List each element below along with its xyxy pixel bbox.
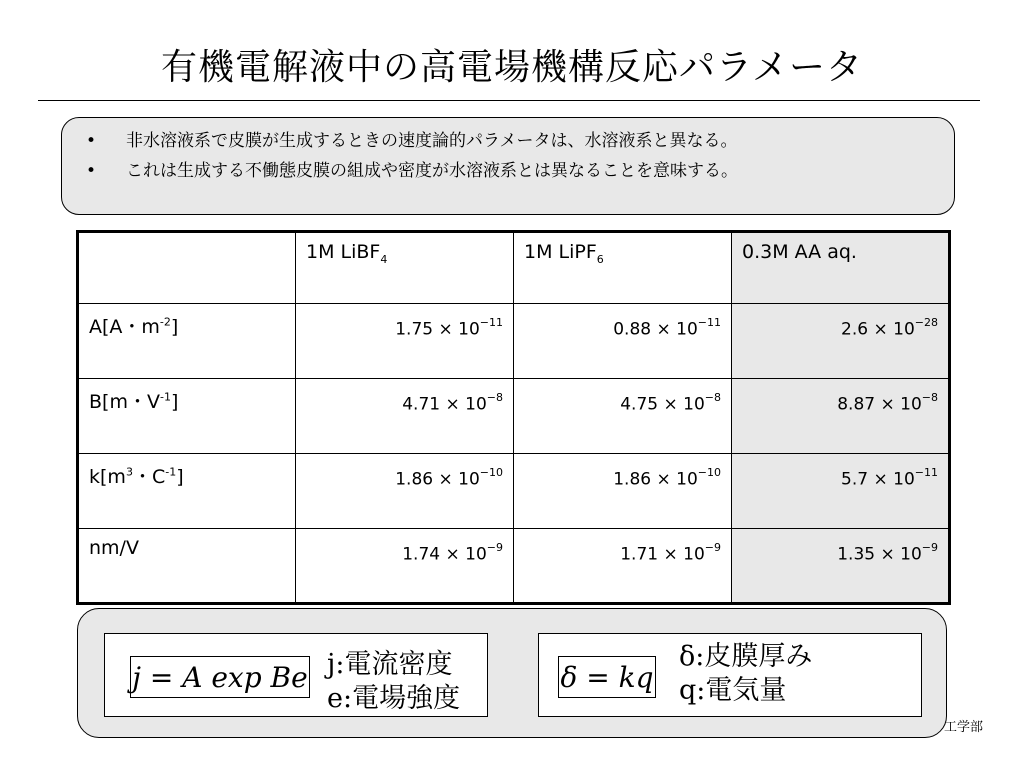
table-row xyxy=(78,529,950,604)
cell-exponent: −11 xyxy=(479,316,503,329)
bullet-panel xyxy=(61,117,955,215)
definition-delta: δ:皮膜厚み xyxy=(679,641,813,672)
cell-mantissa: 1.71 × 10 xyxy=(620,544,705,565)
parameter-table xyxy=(76,230,951,605)
cell-mantissa: 2.6 × 10 xyxy=(841,319,915,340)
table-cell xyxy=(732,304,950,379)
cell-exponent: −11 xyxy=(914,466,938,479)
cell-exponent: −9 xyxy=(486,541,503,554)
cell-exponent: −8 xyxy=(486,391,503,404)
row-label-text: ] xyxy=(176,466,184,488)
formula-box-thickness xyxy=(538,633,922,717)
column-header-label: 1M LiBF xyxy=(306,241,381,263)
table-cell xyxy=(514,454,732,529)
column-header-subscript: 6 xyxy=(596,252,604,266)
footer-label: 工学部 xyxy=(944,720,984,735)
formula-box-current xyxy=(104,633,488,717)
definition-q: q:電気量 xyxy=(679,675,787,706)
cell-exponent: −10 xyxy=(479,466,503,479)
table-cell xyxy=(514,529,732,604)
row-label-a xyxy=(78,304,296,379)
table-cell xyxy=(296,379,514,454)
column-header-subscript: 4 xyxy=(380,252,388,266)
cell-mantissa: 4.71 × 10 xyxy=(402,394,487,415)
cell-exponent: −9 xyxy=(704,541,721,554)
bullet-text: これは生成する不働態皮膜の組成や密度が水溶液系とは異なることを意味する。 xyxy=(126,161,738,181)
row-label-text: A[A・m xyxy=(89,316,160,338)
row-label-text: ] xyxy=(170,391,179,413)
table-cell xyxy=(514,379,732,454)
row-label-text: ・C xyxy=(132,466,166,488)
table-cell xyxy=(296,454,514,529)
bullet-text: 非水溶液系で皮膜が生成するときの速度論的パラメータは、水溶液系と異なる。 xyxy=(126,131,738,151)
row-label-sup: -1 xyxy=(165,465,177,479)
row-label-text: nm/V xyxy=(89,537,139,559)
row-label-sup: 3 xyxy=(125,465,133,479)
table-row xyxy=(78,454,950,529)
column-header-label: 1M LiPF xyxy=(524,241,597,263)
table-cell xyxy=(732,379,950,454)
bullet-marker: • xyxy=(86,131,97,151)
cell-mantissa: 1.86 × 10 xyxy=(395,469,480,490)
table-cell xyxy=(732,454,950,529)
row-label-text: B[m・V xyxy=(89,391,160,413)
equation-current-density: j = A exp Be xyxy=(130,656,310,698)
cell-mantissa: 1.35 × 10 xyxy=(837,544,922,565)
row-label-sup: -1 xyxy=(159,390,171,404)
column-header-libf4 xyxy=(296,232,514,304)
cell-mantissa: 0.88 × 10 xyxy=(613,319,698,340)
table-cell xyxy=(514,304,732,379)
table-header-row xyxy=(78,232,950,304)
definition-j: j:電流密度 xyxy=(327,649,453,680)
cell-exponent: −9 xyxy=(921,541,938,554)
definition-e: e:電場強度 xyxy=(327,683,461,714)
header-empty-cell xyxy=(78,232,296,304)
cell-mantissa: 5.7 × 10 xyxy=(841,469,915,490)
cell-mantissa: 1.86 × 10 xyxy=(613,469,698,490)
bullet-item xyxy=(86,126,954,156)
cell-mantissa: 1.75 × 10 xyxy=(395,319,480,340)
row-label-b xyxy=(78,379,296,454)
row-label-text: k[m xyxy=(89,466,126,488)
cell-exponent: −8 xyxy=(704,391,721,404)
cell-mantissa: 1.74 × 10 xyxy=(402,544,487,565)
table-row xyxy=(78,379,950,454)
cell-exponent: −28 xyxy=(914,316,938,329)
table-cell xyxy=(296,304,514,379)
table-cell xyxy=(732,529,950,604)
column-header-aa-aq xyxy=(732,232,950,304)
cell-mantissa: 4.75 × 10 xyxy=(620,394,705,415)
bullet-item xyxy=(86,156,954,186)
column-header-label: 0.3M AA aq. xyxy=(742,241,857,263)
table-row xyxy=(78,304,950,379)
cell-exponent: −11 xyxy=(697,316,721,329)
row-label-sup: -2 xyxy=(159,315,171,329)
formula-panel xyxy=(77,608,947,738)
bullet-marker: • xyxy=(86,161,97,181)
equation-film-thickness: δ = kq xyxy=(558,656,656,698)
cell-exponent: −8 xyxy=(921,391,938,404)
table-cell xyxy=(296,529,514,604)
cell-exponent: −10 xyxy=(697,466,721,479)
row-label-k xyxy=(78,454,296,529)
row-label-text: ] xyxy=(170,316,179,338)
title-divider xyxy=(38,100,980,101)
column-header-lipf6 xyxy=(514,232,732,304)
row-label-nm-per-v xyxy=(78,529,296,604)
cell-mantissa: 8.87 × 10 xyxy=(837,394,922,415)
slide-title: 有機電解液中の高電場機構反応パラメータ xyxy=(161,47,863,88)
